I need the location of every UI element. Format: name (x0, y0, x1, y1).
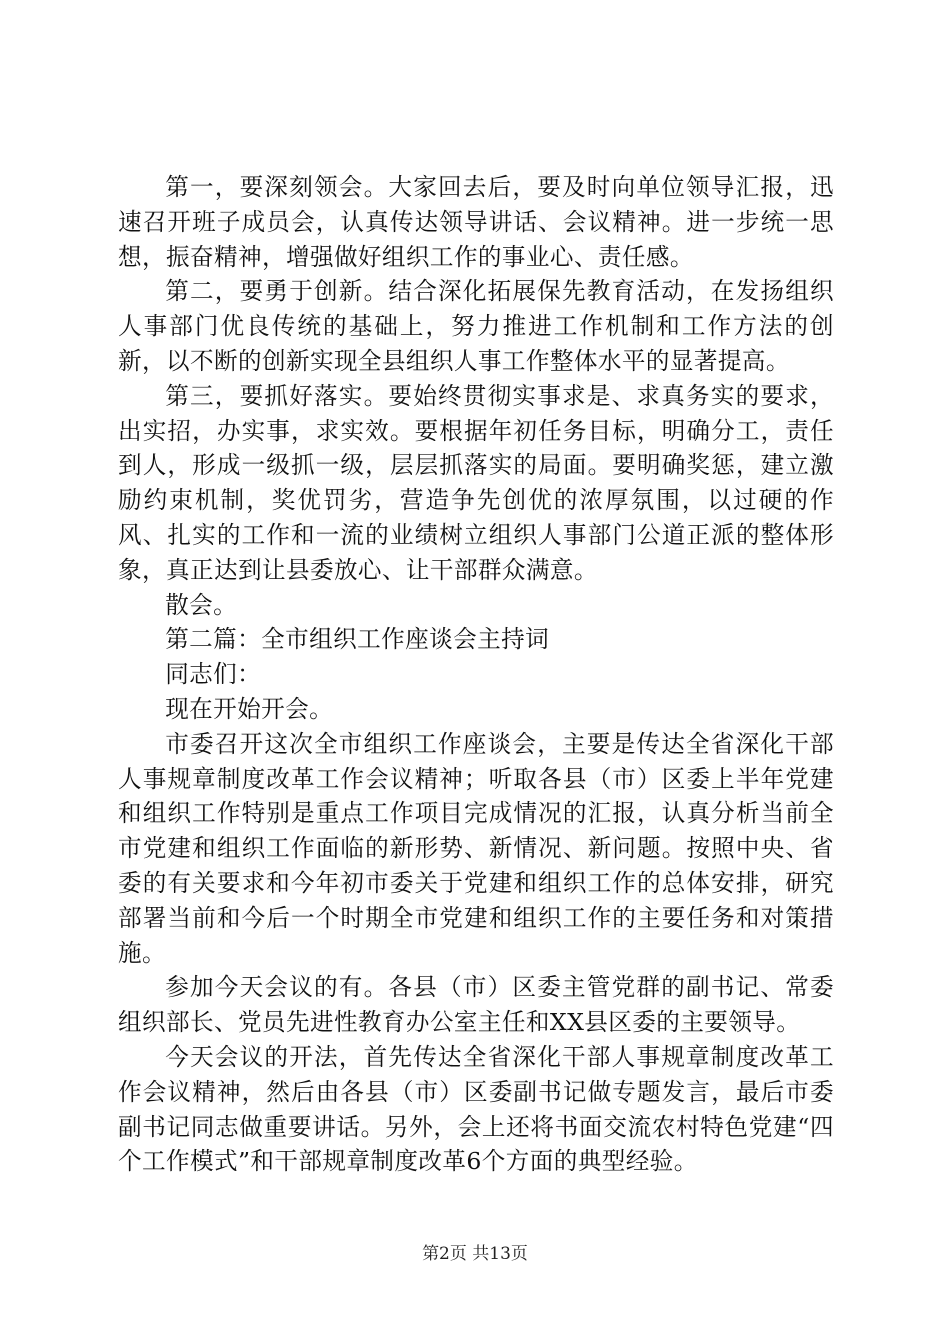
paragraph-second-point: 第二，要勇于创新。结合深化拓展保先教育活动，在发扬组织人事部门优良传统的基础上，努力推进工作机制和工作方法的创新，以不断的创新实现全县组织人事工作整体水平的显著提高。 (118, 277, 834, 375)
paragraph-meeting-purpose: 市委召开这次全市组织工作座谈会，主要是传达全省深化干部人事规章制度改革工作会议精神；听取各县（市）区委上半年党建和组织工作特别是重点工作项目完成情况的汇报，认真分析当前全市党建和组织工作面临的新形势、新情况、新问题。按照中央、省委的有关要求和今年初市委关于党建和组织工作的总体安排，研究部署当前和今后一个时期全市党建和组织工作的主要任务和对策措施。 (118, 729, 834, 967)
paragraph-opening: 现在开始开会。 (165, 694, 334, 723)
paragraph-third-point: 第三，要抓好落实。要始终贯彻实事求是、求真务实的要求，出实招，办实事，求实效。要根据年初任务目标，明确分工，责任到人，形成一级抓一级，层层抓落实的局面。要明确奖惩，建立激励约束机制，奖优罚劣，营造争先创优的浓厚氛围，以过硬的作风、扎实的工作和一流的业绩树立组织人事部门公道正派的整体形象，真正达到让县委放心、让干部群众满意。 (118, 381, 834, 584)
paragraph-salutation: 同志们： (165, 660, 262, 689)
paragraph-attendees: 参加今天会议的有。各县（市）区委主管党群的副书记、常委组织部长、党员先进性教育办公室主任和XX县区委的主要领导。 (118, 973, 834, 1037)
paragraph-first-point: 第一，要深刻领会。大家回去后，要及时向单位领导汇报，迅速召开班子成员会，认真传达领导讲话、会议精神。进一步统一思想，振奋精神，增强做好组织工作的事业心、责任感。 (118, 173, 834, 271)
page-number-footer: 第2页 共13页 (422, 1244, 528, 1264)
document-body (118, 170, 834, 1179)
paragraph-agenda: 今天会议的开法，首先传达全省深化干部人事规章制度改革工作会议精神，然后由各县（市）区委副书记做专题发言，最后市委副书记同志做重要讲话。另外，会上还将书面交流农村特色党建“四个工作模式”和干部规章制度改革6个方面的典型经验。 (118, 1042, 834, 1176)
section-heading: 第二篇：全市组织工作座谈会主持词 (165, 625, 550, 654)
paragraph-adjourn: 散会。 (165, 590, 238, 619)
